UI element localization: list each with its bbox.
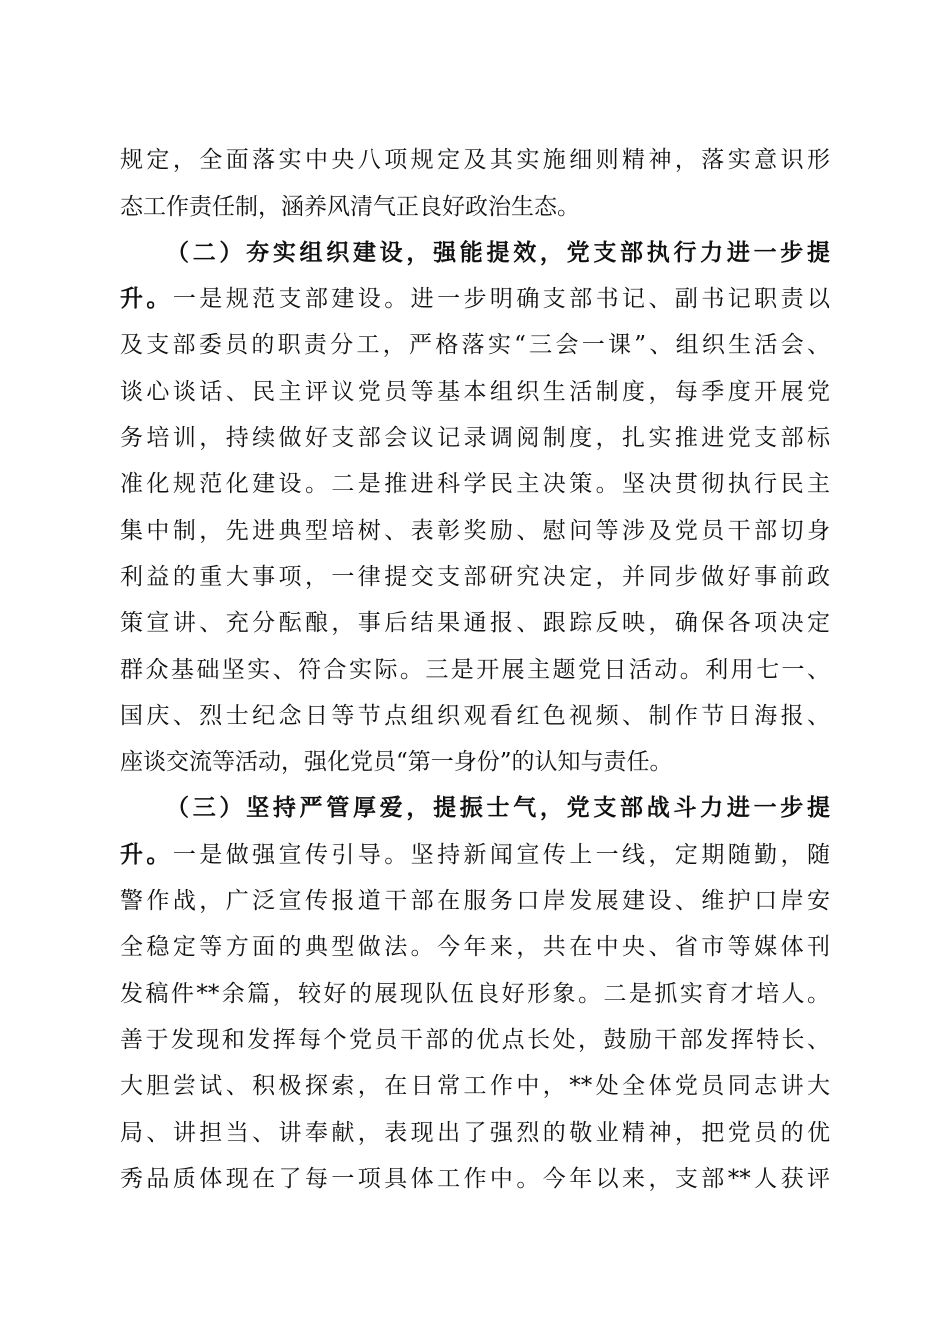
- paragraph-1-line-2: [120, 192, 830, 222]
- line-text: 大胆尝试、积极探索，在日常工作中，**处全体党员同志讲大: [120, 1073, 830, 1099]
- line-text: 善于发现和发挥每个党员干部的优点长处，鼓励干部发挥特长、: [120, 1027, 830, 1053]
- line-text: 利益的重大事项，一律提交支部研究决定，并同步做好事前政: [120, 564, 830, 590]
- line-text: 局、讲担当、讲奉献，表现出了强烈的敬业精神，把党员的优: [120, 1120, 830, 1146]
- line-text: 秀品质体现在了每一项具体工作中。今年以来，支部**人获评: [120, 1166, 830, 1192]
- paragraph-3-line-4: [120, 932, 830, 962]
- line-text: 全稳定等方面的典型做法。今年来，共在中央、省市等媒体刊: [120, 934, 830, 960]
- paragraph-2-line-2: [120, 284, 830, 314]
- line-text: 规定，全面落实中央八项规定及其实施细则精神，落实意识形: [120, 147, 830, 173]
- paragraph-3-line-2: [120, 840, 830, 870]
- line-text: 态工作责任制，涵养风清气正良好政治生态。: [120, 194, 580, 220]
- paragraph-1-line-1: [120, 145, 830, 175]
- paragraph-3-line-6: [120, 1025, 830, 1055]
- paragraph-3-line-7: [120, 1071, 830, 1101]
- section-heading: （三）坚持严管厚爱，提振士气，党支部战斗力进一步提: [166, 794, 830, 821]
- paragraph-3-line-3: [120, 886, 830, 916]
- line-text: 策宣讲、充分酝酿，事后结果通报、跟踪反映，确保各项决定: [120, 610, 830, 636]
- line-text: 警作战，广泛宣传报道干部在服务口岸发展建设、维护口岸安: [120, 888, 830, 914]
- line-text: 座谈交流等活动，强化党员“第一身份”的认知与责任。: [120, 749, 673, 775]
- paragraph-2-line-11: [120, 701, 830, 731]
- section-heading-end: 升。: [120, 285, 173, 312]
- paragraph-2-line-8: [120, 562, 830, 592]
- paragraph-2-line-3: [120, 330, 830, 360]
- line-text: 国庆、烈士纪念日等节点组织观看红色视频、制作节日海报、: [120, 703, 830, 729]
- line-text: 准化规范化建设。二是推进科学民主决策。坚决贯彻执行民主: [120, 471, 830, 497]
- section-heading-end: 升。: [120, 841, 173, 868]
- paragraph-3-heading: [166, 793, 830, 823]
- line-text: 一是规范支部建设。进一步明确支部书记、副书记职责以: [172, 286, 831, 312]
- paragraph-3-line-5: [120, 979, 830, 1009]
- paragraph-2-line-5: [120, 423, 830, 453]
- line-text: 群众基础坚实、符合实际。三是开展主题党日活动。利用七一、: [120, 657, 830, 683]
- line-text: 及支部委员的职责分工，严格落实“三会一课”、组织生活会、: [120, 332, 830, 358]
- line-text: 谈心谈话、民主评议党员等基本组织生活制度，每季度开展党: [120, 379, 830, 405]
- line-text: 集中制，先进典型培树、表彰奖励、慰问等涉及党员干部切身: [120, 518, 830, 544]
- paragraph-3-line-8: [120, 1118, 830, 1148]
- line-text: 务培训，持续做好支部会议记录调阅制度，扎实推进党支部标: [120, 425, 830, 451]
- paragraph-2-heading: [166, 238, 830, 268]
- paragraph-2-line-9: [120, 608, 830, 638]
- section-heading: （二）夯实组织建设，强能提效，党支部执行力进一步提: [166, 239, 830, 266]
- paragraph-2-line-7: [120, 516, 830, 546]
- paragraph-3-line-9: [120, 1164, 830, 1194]
- paragraph-2-line-12: [120, 747, 830, 777]
- paragraph-2-line-10: [120, 655, 830, 685]
- paragraph-2-line-6: [120, 469, 830, 499]
- line-text: 发稿件**余篇，较好的展现队伍良好形象。二是抓实育才培人。: [120, 981, 830, 1007]
- paragraph-2-line-4: [120, 377, 830, 407]
- line-text: 一是做强宣传引导。坚持新闻宣传上一线，定期随勤，随: [172, 842, 831, 868]
